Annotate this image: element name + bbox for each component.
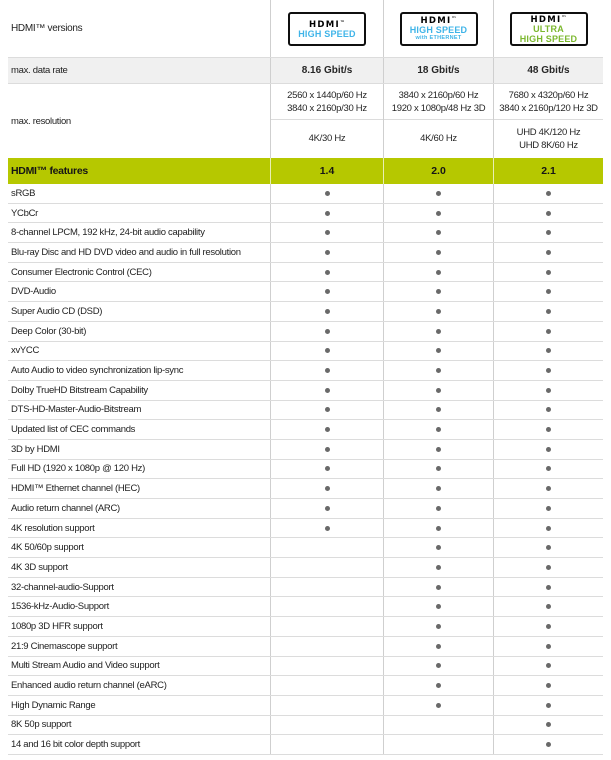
- feature-row: [8, 223, 603, 243]
- feature-label: 4K 50/60p support: [11, 542, 84, 554]
- feature-support-cell: [383, 243, 493, 262]
- feature-support-cell: [270, 243, 383, 262]
- resolution-value: 3840 x 2160p/120 Hz 3D: [499, 102, 598, 114]
- resolution-value: 1920 x 1080p/48 Hz 3D: [391, 102, 486, 114]
- resolution-value: 7680 x 4320p/60 Hz: [508, 89, 589, 101]
- support-dot-icon: [546, 289, 551, 294]
- support-dot-icon: [546, 211, 551, 216]
- support-dot-icon: [546, 407, 551, 412]
- feature-row: [8, 696, 603, 716]
- feature-label: 3D by HDMI: [11, 443, 60, 455]
- feature-row: [8, 420, 603, 440]
- hdmi-ultra-high-speed-badge: [493, 0, 603, 57]
- feature-support-cell: [383, 597, 493, 616]
- feature-support-cell: [493, 578, 603, 597]
- support-dot-icon: [436, 683, 441, 688]
- support-dot-icon: [546, 585, 551, 590]
- support-dot-icon: [546, 329, 551, 334]
- feature-support-cell: [493, 184, 603, 203]
- feature-support-cell: [383, 381, 493, 400]
- support-dot-icon: [436, 270, 441, 275]
- support-dot-icon: [546, 348, 551, 353]
- feature-label: xvYCC: [11, 345, 40, 357]
- feature-support-cell: [270, 282, 383, 301]
- support-dot-icon: [325, 388, 330, 393]
- feature-label: 8K 50p support: [11, 719, 72, 731]
- hdmi-high-speed-ethernet-badge: [383, 0, 493, 57]
- versions-row-label: HDMI™ versions: [11, 23, 83, 34]
- support-dot-icon: [436, 703, 441, 708]
- feature-support-cell: [383, 558, 493, 577]
- feature-support-cell: [270, 302, 383, 321]
- feature-label: Updated list of CEC commands: [11, 424, 136, 436]
- badge-speed-label: HIGH SPEED: [519, 33, 578, 44]
- resolution-value: UHD 4K/120 Hz: [516, 126, 581, 138]
- badge-speed-label: HIGH SPEED: [409, 25, 468, 36]
- support-dot-icon: [436, 644, 441, 649]
- feature-support-cell: [493, 617, 603, 636]
- data-rate-label: max. data rate: [11, 65, 68, 76]
- feature-support-cell: [383, 499, 493, 518]
- features-header-label: HDMI™ features: [11, 165, 88, 177]
- features-version-20: 2.0: [383, 158, 493, 184]
- resolution-secondary: [494, 120, 603, 157]
- hdmi-logo-text: HDMI™: [420, 16, 457, 27]
- feature-support-cell: [270, 401, 383, 420]
- feature-label: Audio return channel (ARC): [11, 502, 120, 514]
- feature-support-cell: [270, 578, 383, 597]
- feature-label: Blu-ray Disc and HD DVD video and audio in full resolution: [11, 246, 241, 258]
- feature-support-cell: [383, 716, 493, 735]
- support-dot-icon: [436, 506, 441, 511]
- support-dot-icon: [546, 545, 551, 550]
- support-dot-icon: [546, 742, 551, 747]
- support-dot-icon: [436, 447, 441, 452]
- feature-support-cell: [383, 578, 493, 597]
- feature-support-cell: [493, 637, 603, 656]
- support-dot-icon: [436, 624, 441, 629]
- feature-support-cell: [493, 302, 603, 321]
- support-dot-icon: [436, 545, 441, 550]
- feature-support-cell: [383, 204, 493, 223]
- resolution-primary: [494, 84, 603, 120]
- support-dot-icon: [546, 624, 551, 629]
- resolution-secondary: [384, 120, 493, 157]
- support-dot-icon: [436, 407, 441, 412]
- badge-speed-label: HIGH SPEED: [298, 28, 356, 39]
- resolution-value: 3840 x 2160p/60 Hz: [398, 89, 479, 101]
- support-dot-icon: [546, 683, 551, 688]
- feature-support-cell: [270, 460, 383, 479]
- support-dot-icon: [325, 230, 330, 235]
- feature-row: [8, 617, 603, 637]
- feature-support-cell: [383, 263, 493, 282]
- feature-label: Auto Audio to video synchronization lip-sync: [11, 365, 184, 377]
- feature-label: Deep Color (30-bit): [11, 325, 87, 337]
- feature-support-cell: [270, 597, 383, 616]
- support-dot-icon: [546, 447, 551, 452]
- support-dot-icon: [436, 427, 441, 432]
- feature-support-cell: [383, 676, 493, 695]
- feature-support-cell: [493, 381, 603, 400]
- feature-support-cell: [383, 735, 493, 754]
- support-dot-icon: [436, 604, 441, 609]
- support-dot-icon: [436, 486, 441, 491]
- feature-support-cell: [383, 361, 493, 380]
- feature-support-cell: [383, 519, 493, 538]
- feature-label: DVD-Audio: [11, 286, 56, 298]
- feature-support-cell: [383, 420, 493, 439]
- support-dot-icon: [436, 289, 441, 294]
- feature-label: Enhanced audio return channel (eARC): [11, 680, 167, 692]
- feature-support-cell: [270, 184, 383, 203]
- feature-label: Consumer Electronic Control (CEC): [11, 266, 152, 278]
- feature-row: [8, 204, 603, 224]
- feature-support-cell: [383, 184, 493, 203]
- feature-support-cell: [493, 499, 603, 518]
- support-dot-icon: [436, 191, 441, 196]
- hdmi-logo-text: HDMI™: [309, 19, 345, 30]
- feature-support-cell: [383, 322, 493, 341]
- hdmi-logo-text: HDMI™: [530, 14, 567, 25]
- support-dot-icon: [546, 388, 551, 393]
- hdmi-logo-badge: [400, 12, 478, 46]
- data-rate-row: [8, 57, 603, 84]
- support-dot-icon: [546, 427, 551, 432]
- feature-support-cell: [493, 243, 603, 262]
- feature-support-cell: [383, 637, 493, 656]
- feature-row: [8, 558, 603, 578]
- support-dot-icon: [546, 191, 551, 196]
- feature-support-cell: [493, 716, 603, 735]
- support-dot-icon: [436, 663, 441, 668]
- feature-label: 21:9 Cinemascope support: [11, 640, 118, 652]
- support-dot-icon: [325, 506, 330, 511]
- features-version-21: 2.1: [493, 158, 603, 184]
- feature-row: [8, 597, 603, 617]
- resolution-value: 4K/30 Hz: [308, 133, 346, 144]
- feature-support-cell: [493, 735, 603, 754]
- data-rate-hdmi21: 48 Gbit/s: [493, 58, 603, 83]
- feature-support-cell: [270, 479, 383, 498]
- feature-support-cell: [493, 460, 603, 479]
- support-dot-icon: [546, 506, 551, 511]
- support-dot-icon: [325, 447, 330, 452]
- support-dot-icon: [325, 407, 330, 412]
- feature-support-cell: [493, 479, 603, 498]
- feature-row: [8, 716, 603, 736]
- feature-row: [8, 538, 603, 558]
- feature-label: Multi Stream Audio and Video support: [11, 660, 160, 672]
- support-dot-icon: [325, 466, 330, 471]
- resolution-hdmi20: [383, 84, 493, 158]
- resolution-value: 3840 x 2160p/30 Hz: [287, 102, 367, 114]
- support-dot-icon: [325, 309, 330, 314]
- feature-support-cell: [270, 361, 383, 380]
- feature-support-cell: [270, 519, 383, 538]
- feature-label: Full HD (1920 x 1080p @ 120 Hz): [11, 463, 145, 475]
- feature-label: 8-channel LPCM, 192 kHz, 24-bit audio capability: [11, 227, 205, 239]
- feature-support-cell: [383, 657, 493, 676]
- feature-support-cell: [383, 460, 493, 479]
- feature-support-cell: [270, 223, 383, 242]
- support-dot-icon: [325, 486, 330, 491]
- feature-support-cell: [493, 342, 603, 361]
- feature-support-cell: [383, 479, 493, 498]
- feature-support-cell: [270, 263, 383, 282]
- feature-support-cell: [493, 657, 603, 676]
- feature-support-cell: [383, 696, 493, 715]
- features-body: [8, 184, 603, 755]
- support-dot-icon: [325, 211, 330, 216]
- resolution-hdmi14: [270, 84, 383, 158]
- feature-row: [8, 401, 603, 421]
- feature-row: [8, 342, 603, 362]
- feature-support-cell: [383, 223, 493, 242]
- feature-support-cell: [383, 401, 493, 420]
- hdmi-logo-badge: [288, 12, 366, 46]
- hdmi-logo-badge: [510, 12, 588, 46]
- feature-row: [8, 519, 603, 539]
- feature-label: 14 and 16 bit color depth support: [11, 739, 141, 751]
- feature-support-cell: [270, 420, 383, 439]
- feature-support-cell: [493, 597, 603, 616]
- support-dot-icon: [325, 348, 330, 353]
- feature-support-cell: [493, 361, 603, 380]
- support-dot-icon: [546, 486, 551, 491]
- features-header-row: [8, 158, 603, 184]
- feature-support-cell: [270, 499, 383, 518]
- support-dot-icon: [546, 703, 551, 708]
- resolution-value: 2560 x 1440p/60 Hz: [287, 89, 367, 101]
- resolution-row: [8, 84, 603, 158]
- data-rate-hdmi14: 8.16 Gbit/s: [270, 58, 383, 83]
- feature-support-cell: [493, 420, 603, 439]
- feature-support-cell: [493, 519, 603, 538]
- feature-support-cell: [270, 735, 383, 754]
- feature-support-cell: [383, 538, 493, 557]
- feature-support-cell: [383, 617, 493, 636]
- support-dot-icon: [325, 250, 330, 255]
- resolution-primary: [271, 84, 383, 120]
- feature-label: 32-channel-audio-Support: [11, 581, 114, 593]
- support-dot-icon: [325, 289, 330, 294]
- feature-support-cell: [383, 302, 493, 321]
- support-dot-icon: [436, 250, 441, 255]
- feature-support-cell: [493, 223, 603, 242]
- support-dot-icon: [436, 309, 441, 314]
- feature-label: High Dynamic Range: [11, 699, 96, 711]
- feature-support-cell: [270, 440, 383, 459]
- support-dot-icon: [546, 565, 551, 570]
- feature-row: [8, 735, 603, 755]
- support-dot-icon: [546, 270, 551, 275]
- features-version-14: 1.4: [270, 158, 383, 184]
- feature-support-cell: [383, 282, 493, 301]
- feature-support-cell: [493, 263, 603, 282]
- support-dot-icon: [325, 270, 330, 275]
- feature-label: 1080p 3D HFR support: [11, 620, 103, 632]
- feature-label: sRGB: [11, 187, 36, 199]
- feature-row: [8, 361, 603, 381]
- feature-support-cell: [493, 440, 603, 459]
- support-dot-icon: [546, 526, 551, 531]
- feature-support-cell: [270, 204, 383, 223]
- support-dot-icon: [325, 368, 330, 373]
- support-dot-icon: [436, 230, 441, 235]
- versions-row: [8, 0, 603, 57]
- support-dot-icon: [325, 427, 330, 432]
- support-dot-icon: [546, 644, 551, 649]
- feature-support-cell: [270, 558, 383, 577]
- support-dot-icon: [546, 230, 551, 235]
- feature-support-cell: [270, 716, 383, 735]
- feature-support-cell: [383, 440, 493, 459]
- support-dot-icon: [546, 309, 551, 314]
- feature-row: [8, 302, 603, 322]
- feature-support-cell: [270, 538, 383, 557]
- support-dot-icon: [436, 526, 441, 531]
- support-dot-icon: [546, 722, 551, 727]
- feature-support-cell: [493, 538, 603, 557]
- badge-speed-label: with ETHERNET: [415, 35, 462, 42]
- feature-support-cell: [493, 204, 603, 223]
- feature-label: 1536-kHz-Audio-Support: [11, 601, 109, 613]
- feature-row: [8, 184, 603, 204]
- feature-support-cell: [493, 558, 603, 577]
- feature-row: [8, 657, 603, 677]
- support-dot-icon: [436, 565, 441, 570]
- support-dot-icon: [325, 526, 330, 531]
- feature-support-cell: [493, 282, 603, 301]
- feature-support-cell: [493, 676, 603, 695]
- support-dot-icon: [325, 191, 330, 196]
- feature-support-cell: [270, 381, 383, 400]
- feature-support-cell: [493, 401, 603, 420]
- feature-row: [8, 637, 603, 657]
- support-dot-icon: [546, 604, 551, 609]
- hdmi-comparison-table: [8, 0, 603, 755]
- feature-row: [8, 243, 603, 263]
- data-rate-hdmi20: 18 Gbit/s: [383, 58, 493, 83]
- feature-support-cell: [383, 342, 493, 361]
- feature-row: [8, 578, 603, 598]
- feature-support-cell: [493, 696, 603, 715]
- feature-row: [8, 460, 603, 480]
- feature-row: [8, 479, 603, 499]
- support-dot-icon: [436, 211, 441, 216]
- feature-label: 4K 3D support: [11, 561, 68, 573]
- support-dot-icon: [436, 348, 441, 353]
- feature-row: [8, 381, 603, 401]
- resolution-label: max. resolution: [11, 115, 71, 127]
- feature-support-cell: [270, 696, 383, 715]
- support-dot-icon: [436, 388, 441, 393]
- support-dot-icon: [546, 250, 551, 255]
- support-dot-icon: [325, 329, 330, 334]
- resolution-value: 4K/60 Hz: [420, 133, 457, 144]
- feature-support-cell: [270, 617, 383, 636]
- feature-row: [8, 322, 603, 342]
- feature-support-cell: [270, 637, 383, 656]
- feature-row: [8, 440, 603, 460]
- support-dot-icon: [546, 466, 551, 471]
- resolution-secondary: [271, 120, 383, 157]
- feature-label: DTS-HD-Master-Audio-Bitstream: [11, 404, 142, 416]
- feature-label: Dolby TrueHD Bitstream Capability: [11, 384, 148, 396]
- resolution-hdmi21: [493, 84, 603, 158]
- feature-row: [8, 263, 603, 283]
- support-dot-icon: [436, 368, 441, 373]
- support-dot-icon: [436, 329, 441, 334]
- hdmi-high-speed-badge: [270, 0, 383, 57]
- resolution-primary: [384, 84, 493, 120]
- feature-support-cell: [270, 657, 383, 676]
- feature-row: [8, 282, 603, 302]
- feature-row: [8, 499, 603, 519]
- feature-support-cell: [493, 322, 603, 341]
- feature-support-cell: [270, 676, 383, 695]
- support-dot-icon: [436, 466, 441, 471]
- feature-row: [8, 676, 603, 696]
- support-dot-icon: [546, 663, 551, 668]
- feature-label: Super Audio CD (DSD): [11, 305, 103, 317]
- feature-label: 4K resolution support: [11, 522, 95, 534]
- badge-speed-label: ULTRA: [533, 23, 564, 34]
- feature-label: HDMI™ Ethernet channel (HEC): [11, 483, 140, 495]
- resolution-value: UHD 8K/60 Hz: [519, 139, 578, 151]
- support-dot-icon: [436, 585, 441, 590]
- feature-support-cell: [270, 342, 383, 361]
- support-dot-icon: [546, 368, 551, 373]
- feature-support-cell: [270, 322, 383, 341]
- feature-label: YCbCr: [11, 207, 39, 219]
